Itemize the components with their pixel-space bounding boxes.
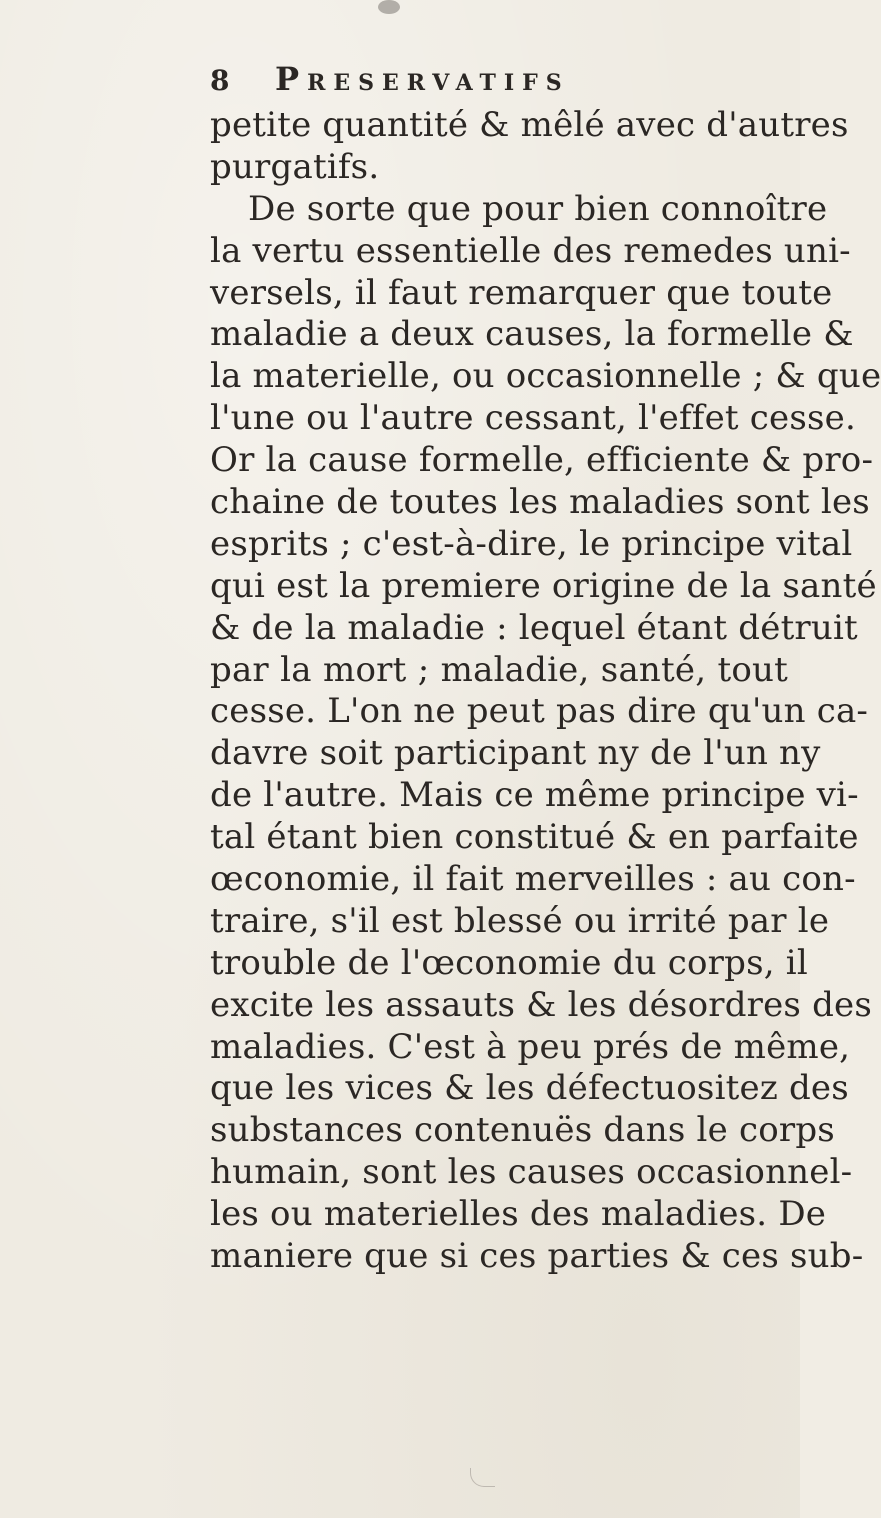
text-line: De sorte que pour bien connoître — [248, 188, 828, 229]
text-line: purgatifs. — [210, 146, 380, 187]
text-line: cesse. L'on ne peut pas dire qu'un ca- — [210, 691, 869, 732]
text-line: que les vices & les défectuositez des — [210, 1068, 849, 1109]
text-line: substances contenuës dans le corps — [210, 1110, 835, 1151]
text-line: chaine de toutes les maladies sont les — [210, 482, 870, 523]
page-header — [210, 60, 770, 108]
text-line: de l'autre. Mais ce même principe vi- — [210, 775, 859, 816]
page-number: 8 — [210, 64, 230, 97]
text-line: esprits ; c'est-à-dire, le principe vital — [210, 523, 853, 564]
text-line: & de la maladie : lequel étant détruit — [210, 607, 858, 648]
paper-mark — [470, 1468, 495, 1487]
text-line: humain, sont les causes occasionnel- — [210, 1152, 853, 1193]
text-line: l'une ou l'autre cessant, l'effet cesse. — [210, 398, 856, 439]
text-line: versels, il faut remarquer que toute — [210, 272, 833, 313]
text-line: les ou materielles des maladies. De — [210, 1194, 827, 1235]
running-title: Preservatifs — [275, 60, 570, 98]
text-line: la vertu essentielle des remedes uni- — [210, 230, 851, 271]
ink-blemish — [378, 0, 400, 14]
body-text — [210, 105, 881, 1278]
text-line: maniere que si ces parties & ces sub- — [210, 1236, 864, 1277]
text-line: excite les assauts & les désordres des — [210, 984, 873, 1025]
text-line: maladies. C'est à peu prés de même, — [210, 1026, 851, 1067]
text-line: par la mort ; maladie, santé, tout — [210, 649, 788, 690]
text-line: Or la cause formelle, efficiente & pro- — [210, 440, 874, 481]
text-line: tal étant bien constitué & en parfaite — [210, 817, 859, 858]
text-line: trouble de l'œconomie du corps, il — [210, 942, 808, 983]
text-line: petite quantité & mêlé avec d'autres — [210, 105, 849, 145]
text-line: qui est la premiere origine de la santé — [210, 565, 877, 606]
text-line: la materielle, ou occasionnelle ; & que — [210, 356, 881, 397]
text-line: davre soit participant ny de l'un ny — [210, 733, 821, 774]
text-line: œconomie, il fait merveilles : au con- — [210, 859, 856, 900]
text-line: traire, s'il est blessé ou irrité par le — [210, 900, 830, 941]
text-line: maladie a deux causes, la formelle & — [210, 314, 854, 355]
